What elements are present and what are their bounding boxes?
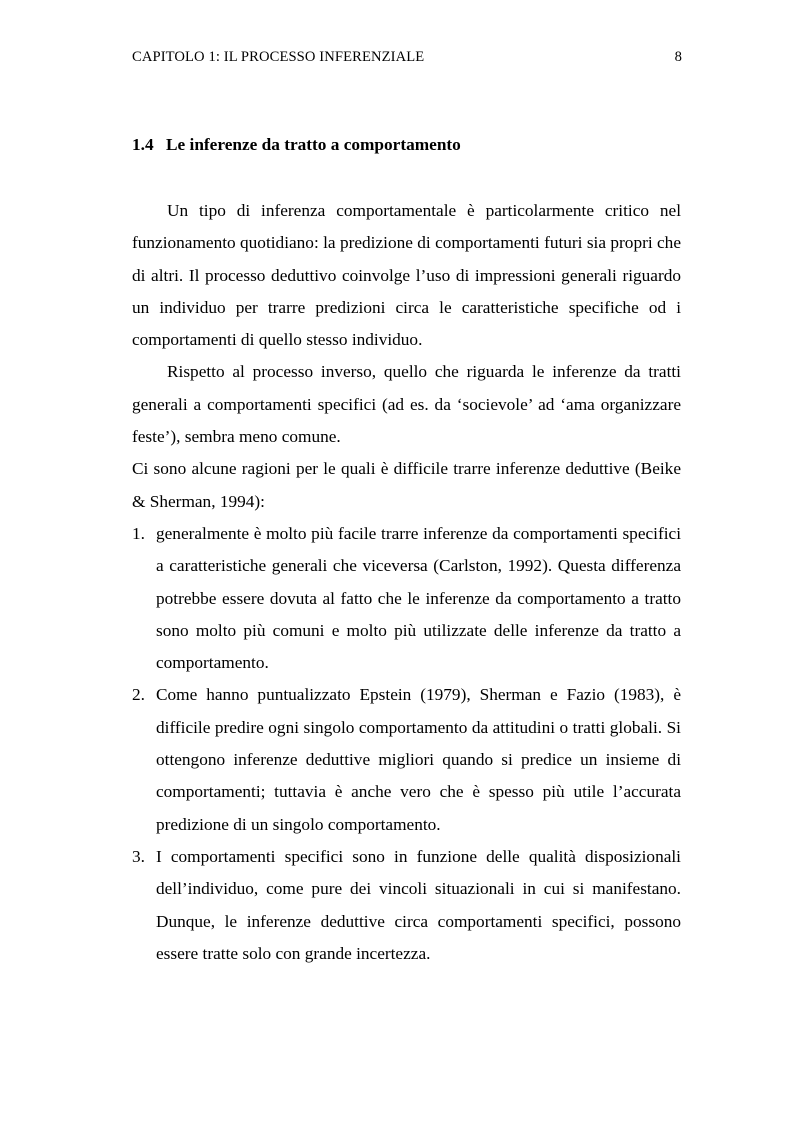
list-item (132, 841, 681, 970)
body-text (132, 195, 681, 970)
paragraph: Ci sono alcune ragioni per le quali è difficile trarre inferenze deduttive (Beike & Sherman, 1994): (132, 459, 681, 511)
list-item-text: Come hanno puntualizzato Epstein (1979), Sherman e Fazio (1983), è difficile predire ogni singolo comportamento da attitudini o tratti globali. Si ottengono inferenze deduttive migliori quando si predice un insieme di comportamenti; tuttavia è anche vero che è spesso più utile l’accurata predizione di un singolo comportamento. (156, 685, 681, 834)
reasons-list (132, 518, 681, 970)
section-title-text: Le inferenze da tratto a comportamento (166, 135, 461, 154)
running-header (132, 49, 682, 69)
list-marker: 3. (132, 846, 145, 866)
section-title (132, 135, 461, 155)
chapter-heading: CAPITOLO 1: IL PROCESSO INFERENZIALE (132, 49, 425, 65)
list-item-text: I comportamenti specifici sono in funzione delle qualità disposizionali dell’individuo, come pure dei vincoli situazionali in cui si manifestano. Dunque, le inferenze deduttive circa comportamenti specifici, possono essere tratte solo con grande incertezza. (156, 846, 681, 963)
list-marker: 2. (132, 685, 145, 705)
section-number: 1.4 (132, 135, 154, 154)
list-item (132, 679, 681, 840)
list-item-text: generalmente è molto più facile trarre inferenze da comportamenti specifici a caratteristiche generali che viceversa (Carlston, 1992). Questa differenza potrebbe essere dovuta al fatto che le inferenze da comportamento a tratto sono molto più comuni e molto più utilizzate delle inferenze da tratto a comportamento. (156, 523, 681, 673)
list-marker: 1. (132, 523, 145, 543)
paragraph: Un tipo di inferenza comportamentale è particolarmente critico nel funzionamento quotidiano: la predizione di comportamenti futuri sia propri che di altri. Il processo deduttivo coinvolge l’uso di impressioni generali riguardo un individuo per trarre predizioni circa le caratteristiche specifiche od i comportamenti di quello stesso individuo. (132, 201, 681, 350)
paragraph: Rispetto al processo inverso, quello che riguarda le inferenze da tratti generali a comportamenti specifici (ad es. da ‘socievole’ ad ‘ama organizzare feste’), sembra meno comune. (132, 362, 681, 447)
list-item (132, 518, 681, 679)
page-number: 8 (674, 49, 682, 65)
